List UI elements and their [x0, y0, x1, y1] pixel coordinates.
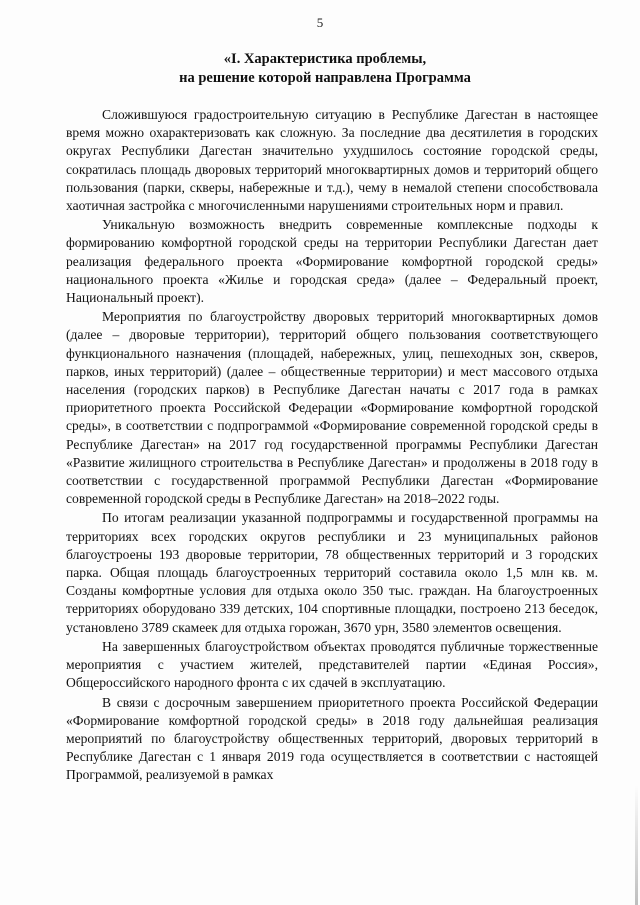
paragraph-3: Мероприятия по благоустройству дворовых территорий многоквартирных домов (далее – дворовые территории), территорий общего пользования соответствующего функционального назначения (площадей, набережных, улиц, пешеходных зон, скверов, парков, иных территорий) (далее – общественные территории) и мест массового отдыха населения (городских парков) в Республике Дагестан начаты с 2017 года в рамках приоритетного проекта Российской Федерации «Формирование комфортной городской среды», в соответствии с подпрограммой «Формирование современной городской среды в Республике Дагестан» на 2017 год государственной программы Республики Дагестан «Развитие жилищного строительства в Республике Дагестан» и продолжены в 2018 году в соответствии с государственной программой Республики Дагестан «Формирование современной городской среды в Республике Дагестан» на 2018–2022 годы.: [66, 309, 598, 507]
paragraph-6: В связи с досрочным завершением приоритетного проекта Российской Федерации «Формирование комфортной городской среды» в 2018 году дальнейшая реализация мероприятий по благоустройству общественных территорий, дворовых территорий в Республике Дагестан с 1 января 2019 года осуществляется в соответствии с настоящей Программой, реализуемой в рамках: [66, 694, 598, 783]
section-heading-line-2: на решение которой направлена Программа: [179, 70, 471, 86]
paragraph-4: По итогам реализации указанной подпрограммы и государственной программы на территориях всех городских округов республики и 23 муниципальных районов благоустроены 193 дворовые территории, 78 общественных территорий и 3 городских парка. Общая площадь благоустроенных территорий составила около 1,5 млн кв. м. Созданы комфортные условия для отдыха около 350 тыс. граждан. На благоустроенных территориях оборудовано 339 детских, 104 спортивные площадки, построено 213 беседок, установлено 3789 скамеек для отдыха горожан, 3670 урн, 3580 элементов освещения.: [66, 510, 598, 635]
section-heading-line-1: «I. Характеристика проблемы,: [223, 51, 427, 67]
paragraph-2: Уникальную возможность внедрить современные комплексные подходы к формированию комфортной городской среды на территории Республики Дагестан дает реализация федерального проекта «Формирование комфортной городской среды» национального проекта «Жилье и городская среда» (далее – Федеральный проект, Национальный проект).: [66, 217, 598, 306]
section-heading: [60, 50, 590, 88]
scan-edge-shadow: [635, 785, 638, 905]
paragraph-1: Сложившуюся градостроительную ситуацию в Республике Дагестан в настоящее время можно охарактеризовать как сложную. За последние два десятилетия в городских округах Республики Дагестан значительно ухудшилось состояние городской среды, сократилась площадь дворовых территорий многоквартирных домов и территорий общего пользования (парки, скверы, набережные и т.д.), чему в немалой степени способствовала хаотичная застройка с многочисленными нарушениями строительных норм и правил.: [66, 107, 598, 214]
paragraph-5: На завершенных благоустройством объектах проводятся публичные торжественные мероприятия с участием жителей, представителей партии «Единая Россия», Общероссийского народного фронта с их сдачей в эксплуатацию.: [66, 638, 598, 691]
page-number: 5: [316, 15, 324, 30]
body-text: [66, 106, 598, 786]
